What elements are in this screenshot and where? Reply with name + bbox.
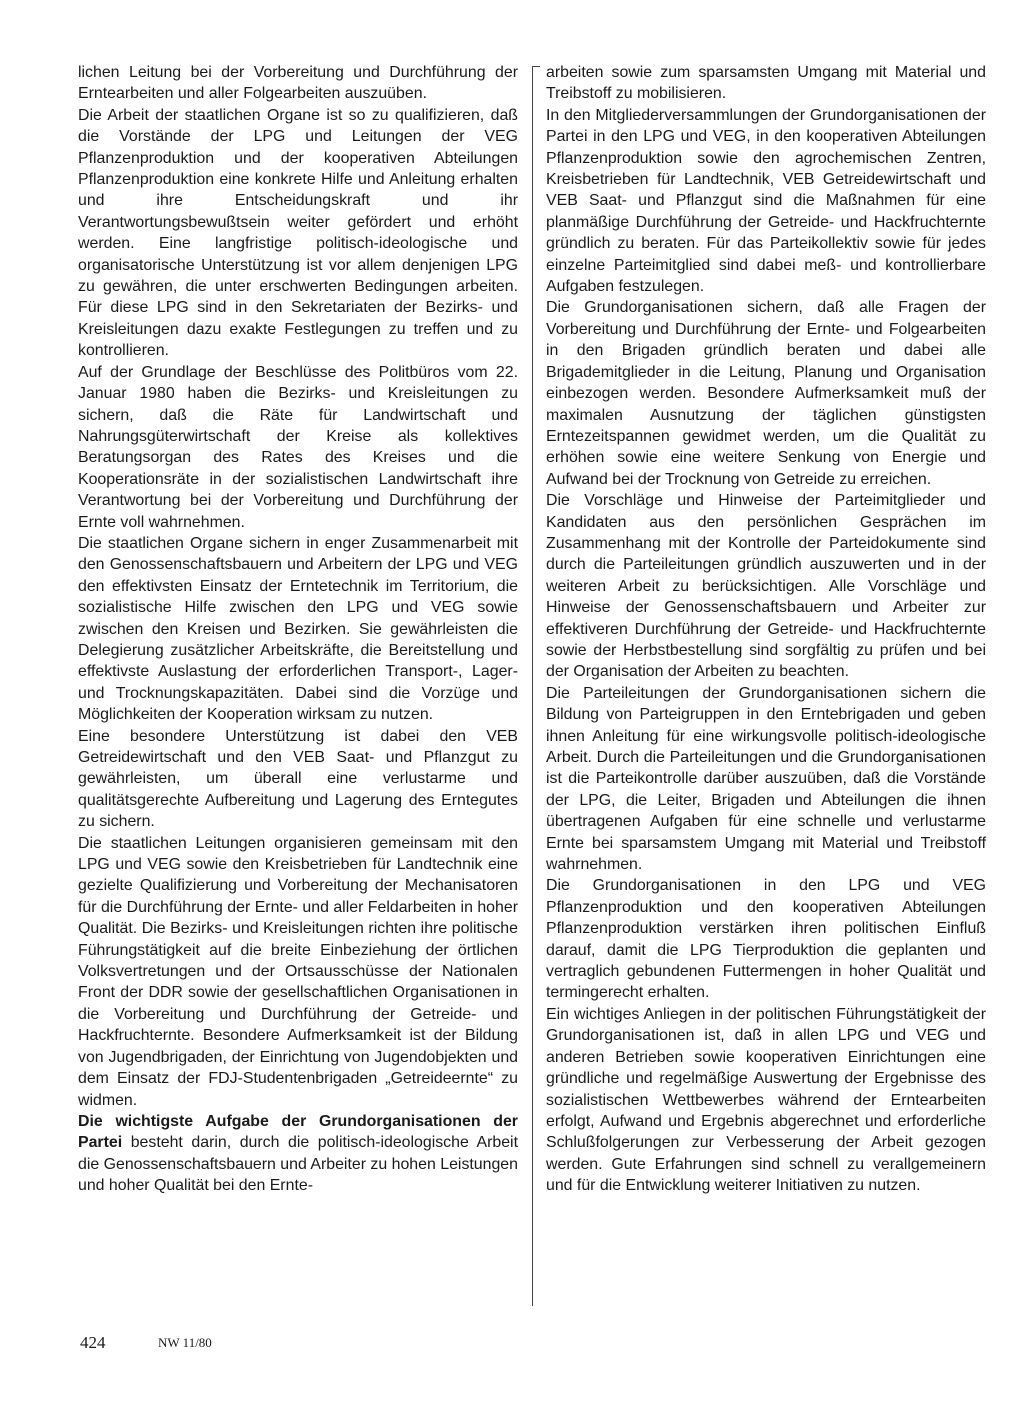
text-column-right — [546, 62, 986, 1197]
column-divider-tick — [532, 66, 540, 67]
paragraph: Eine besondere Unterstützung ist dabei den VEB Getreidewirtschaft und den VEB Saat- und Pflanzgut zu gewährleisten, um überall eine verlustarme und qualitätsgerechte Aufbereitung und Lagerung des Erntegutes zu sichern. — [78, 727, 518, 831]
paragraph: Die Grundorganisationen sichern, daß alle Fragen der Vorbereitung und Durchführung der Ernte- und Folgearbeiten in den Brigaden gründlich beraten und dabei alle Brigademitglieder in die Leitung, Planung und Organisation einbezogen werden. Besondere Aufmerksamkeit muß der maximalen Ausnutzung der täglichen günstigsten Erntezeitspannen gewidmet werden, um die Qualität zu erhöhen sowie eine weitere Senkung von Energie und Aufwand bei der Trocknung von Getreide zu erreichen. — [546, 299, 986, 488]
paragraph: Die Arbeit der staatlichen Organe ist so zu qualifizieren, daß die Vorstände der LPG und Leitungen der VEG Pflanzenproduktion und der kooperativen Abteilungen Pflanzenproduktion eine konkrete Hilfe und Anleitung erhalten und ihre Entscheidungskraft und ihr Verantwortungsbewußtsein weiter gefördert und erhöht werden. Eine langfristige politisch-ideologische und organisatorische Unterstützung ist vor allem denjenigen LPG zu gewähren, die unter erschwerten Bedingungen arbeiten. Für diese LPG sind in den Sekretariaten der Bezirks- und Kreisleitungen dazu exakte Festlegungen zu treffen und zu kontrollieren. — [78, 106, 518, 360]
text-column-left — [78, 62, 518, 1197]
paragraph: lichen Leitung bei der Vorbereitung und Durchführung der Erntearbeiten und aller Folgearbeiten auszuüben. — [78, 64, 518, 103]
paragraph: Ein wichtiges Anliegen in der politischen Führungstätigkeit der Grundorganisationen ist, daß in allen LPG und VEG und anderen Betrieben sowie kooperativen Einrichtungen eine gründliche und regelmäßige Auswertung der Ergebnisse des sozialistischen Wettbewerbes während der Erntearbeiten erfolgt, Aufwand und Ergebnis abgerechnet und erforderliche Schlußfolgerungen zur Verbesserung der Arbeit gezogen werden. Gute Erfahrungen sind schnell zu verallgemeinern und für die Entwicklung weiterer Initiativen zu nutzen. — [546, 1005, 986, 1195]
issue-label: NW 11/80 — [158, 1335, 212, 1350]
bold-lead-text: Die wichtigste Aufgabe der Grundorganisationen der Partei — [78, 1112, 518, 1152]
paragraph: Die Vorschläge und Hinweise der Parteimitglieder und Kandidaten aus den persönlichen Gesprächen im Zusammenhang mit der Kontrolle der Parteidokumente sind durch die Parteileitungen gründlich auszuwerten und in der weiteren Arbeit zu berücksichtigen. Alle Vorschläge und Hinweise der Genossenschaftsbauern und Arbeiter zur effektiveren Durchführung der Getreide- und Hackfruchternte sowie der Herbstbestellung sind sorgfältig zu prüfen und bei der Organisation der Arbeiten zu beachten. — [546, 492, 986, 681]
page-number: 424 — [80, 1333, 106, 1352]
paragraph-with-bold-lead — [78, 1111, 518, 1197]
paragraph: In den Mitgliederversammlungen der Grundorganisationen der Partei in den LPG und VEG, in den kooperativen Abteilungen Pflanzenproduktion sowie den agrochemischen Zentren, Kreisbetrieben für Landtechnik, VEB Getreidewirtschaft und VEB Saat- und Pflanzgut sind die Maßnahmen für eine planmäßige Durchführung der Getreide- und Hackfruchternte gründlich zu beraten. Für das Parteikollektiv sowie für jedes einzelne Parteimitglied sind dabei meß- und kontrollierbare Aufgaben festzulegen. — [546, 106, 986, 296]
paragraph: arbeiten sowie zum sparsamsten Umgang mit Material und Treibstoff zu mobilisieren. — [546, 64, 986, 103]
paragraph-text: besteht darin, durch die politisch-ideologische Arbeit die Genossenschaftsbauern und Arbeiter zu hohen Leistungen und hoher Qualität bei den Ernte- — [78, 1134, 518, 1195]
paragraph: Die staatlichen Organe sichern in enger Zusammenarbeit mit den Genossenschaftsbauern und Arbeitern der LPG und VEG den effektivsten Einsatz der Erntetechnik im Territorium, die sozialistische Hilfe zwischen den LPG und VEG sowie zwischen den Kreisen und Bezirken. Sie gewährleisten die Delegierung zusätzlicher Arbeitskräfte, die Bereitstellung und effektivste Auslastung der erforderlichen Transport-, Lager- und Trocknungskapazitäten. Dabei sind die Vorzüge und Möglichkeiten der Kooperation wirksam zu nutzen. — [78, 534, 518, 724]
paragraph: Die Parteileitungen der Grundorganisationen sichern die Bildung von Parteigruppen in den Erntebrigaden und geben ihnen Anleitung für eine wirkungsvolle politisch-ideologische Arbeit. Durch die Parteileitungen und die Grundorganisationen ist die Parteikontrolle darüber auszuüben, daß die Vorstände der LPG, die Leiter, Brigaden und Abteilungen die ihnen übertragenen Aufgaben für eine schnelle und verlustarme Ernte bei sparsamstem Umgang mit Material und Treibstoff wahrnehmen. — [546, 684, 986, 874]
column-divider — [532, 66, 533, 1306]
paragraph: Die staatlichen Leitungen organisieren gemeinsam mit den LPG und VEG sowie den Kreisbetrieben für Landtechnik eine gezielte Qualifizierung und Vorbereitung der Mechanisatoren für die Durchführung der Ernte- und aller Feldarbeiten in hoher Qualität. Die Bezirks- und Kreisleitungen richten ihre politische Führungstätigkeit auf die breite Einbeziehung der örtlichen Volksvertretungen und der Ortsausschüsse der Nationalen Front der DDR sowie der gesellschaftlichen Organisationen in die Vorbereitung und Durchführung der Getreide- und Hackfruchternte. Besondere Aufmerksamkeit ist der Bildung von Jugendbrigaden, der Einrichtung von Jugendobjekten und dem Einsatz der FDJ-Studentenbrigaden „Getreideernte“ zu widmen. — [78, 834, 518, 1109]
paragraph: Auf der Grundlage der Beschlüsse des Politbüros vom 22. Januar 1980 haben die Bezirks- und Kreisleitungen zu sichern, daß die Räte für Landwirtschaft und Nahrungsgüterwirtschaft der Kreise als kollektives Beratungsorgan des Rates des Kreises und die Kooperationsräte in der sozialistischen Landwirtschaft ihre Verantwortung bei der Vorbereitung und Durchführung der Ernte voll wahrnehmen. — [78, 363, 518, 531]
paragraph: Die Grundorganisationen in den LPG und VEG Pflanzenproduktion und den kooperativen Abteilungen Pflanzenproduktion verstärken ihren politischen Einfluß darauf, damit die LPG Tierproduktion die geplanten und vertraglich gebundenen Futtermengen in hoher Qualität und termingerecht erhalten. — [546, 877, 986, 1002]
